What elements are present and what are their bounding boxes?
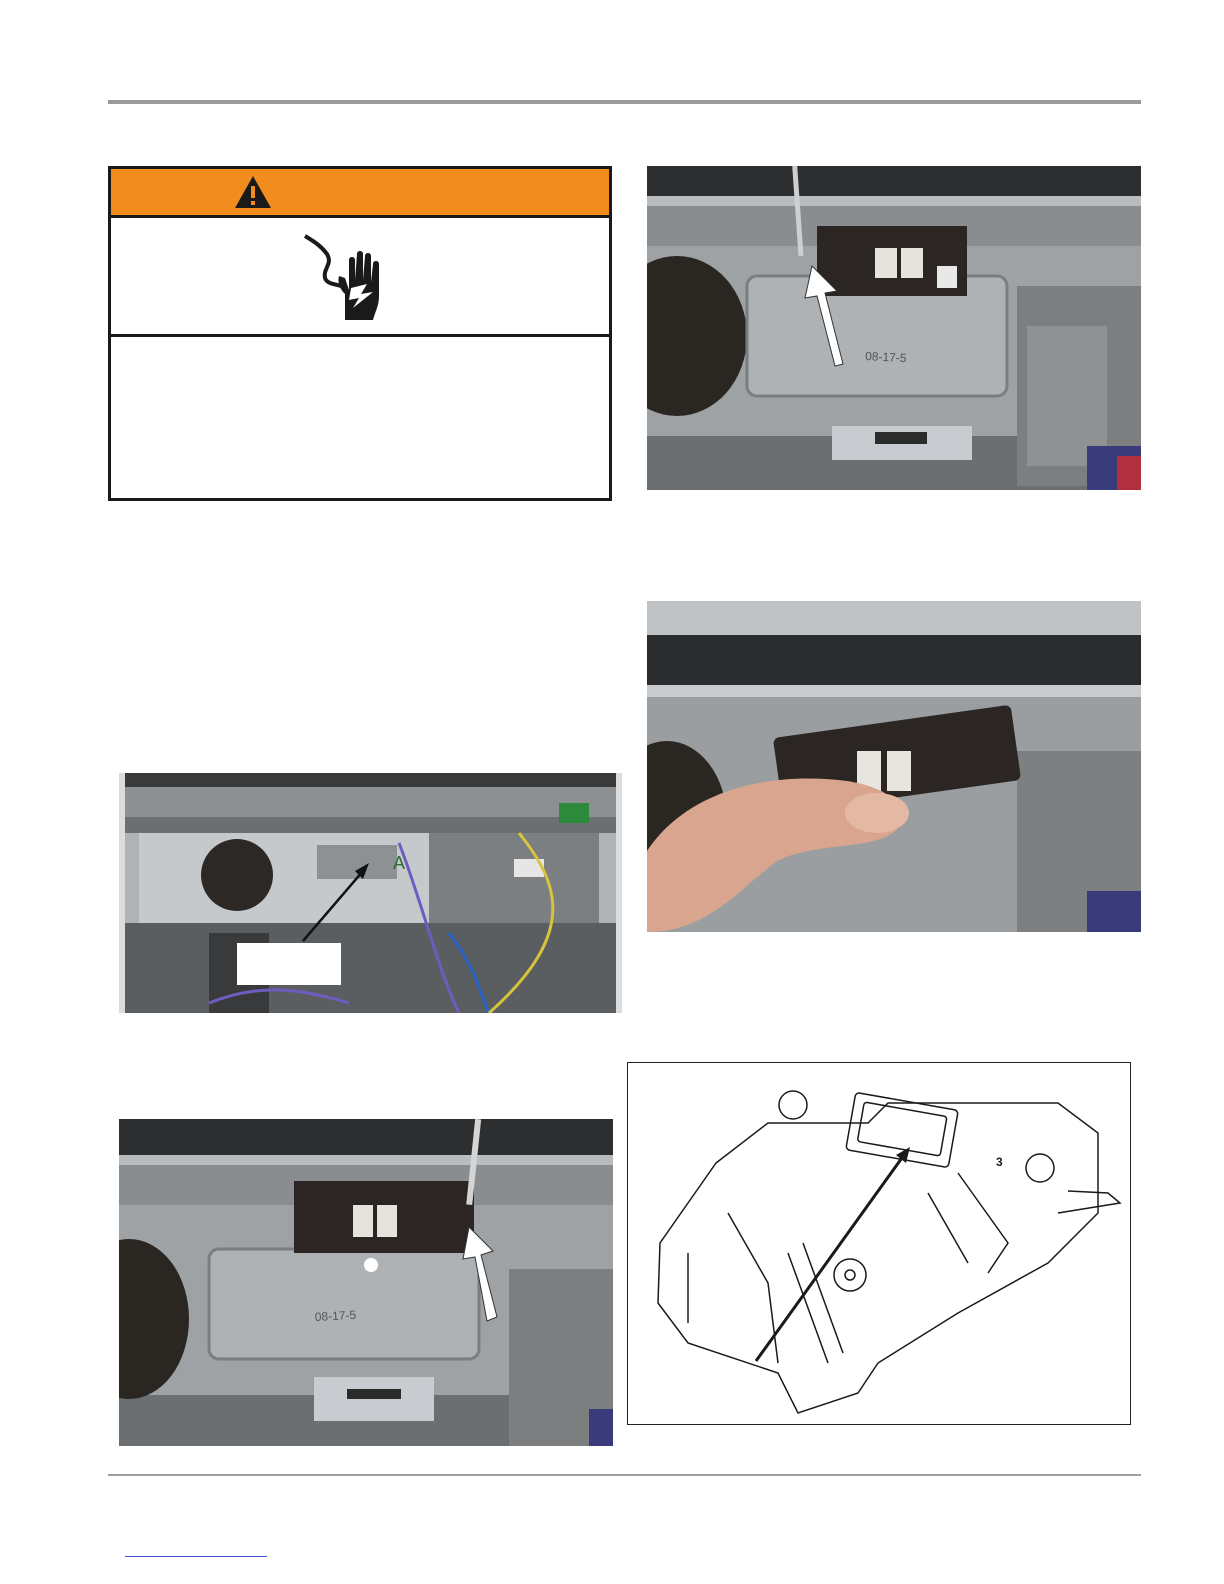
warning-header [111, 169, 609, 218]
svg-text:08-17-5: 08-17-5 [864, 349, 907, 366]
svg-text:08-17-5: 08-17-5 [314, 1307, 357, 1324]
warning-triangle-icon [233, 174, 273, 210]
figure-callout-box [237, 943, 341, 985]
panel-label-a: A [393, 853, 406, 873]
photo-latch-release-left [119, 1119, 613, 1446]
footer-rule [108, 1474, 1141, 1476]
footer-link-underline[interactable] [125, 1556, 267, 1557]
latch-line-diagram [627, 1062, 1131, 1425]
warning-icon-row [111, 218, 609, 337]
warning-body [111, 337, 609, 498]
warning-box [108, 166, 612, 501]
header-rule [108, 100, 1141, 104]
photo-latch-removed-hand [647, 601, 1141, 932]
electrical-shock-hazard-icon [301, 232, 401, 324]
diagram-part-number: 3 [996, 1155, 1003, 1169]
photo-latch-release-right [647, 166, 1141, 490]
photo-control-panel-overview [119, 773, 622, 1013]
